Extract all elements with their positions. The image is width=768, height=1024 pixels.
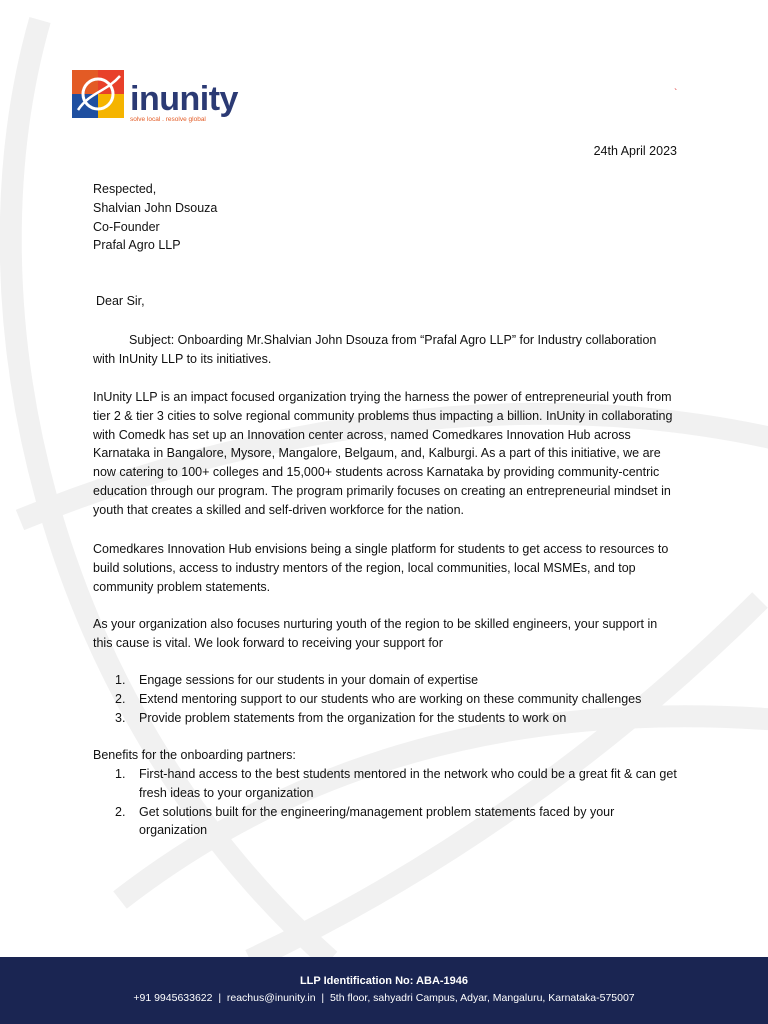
support-paragraph: As your organization also focuses nurturing youth of the region to be skilled engineers, your support in this cause is vital. We look forward to receiving your support for: [93, 617, 658, 650]
addressee-name: Shalvian John Dsouza: [93, 200, 218, 215]
addressee-company: Prafal Agro LLP: [93, 238, 181, 253]
list-item: 2. Get solutions built for the engineering/management problem statements faced by your organization: [115, 804, 615, 838]
benefits-heading: Benefits for the onboarding partners:: [93, 748, 296, 762]
logo-tagline: solve local . resolve global: [130, 116, 206, 123]
intro-paragraph: InUnity LLP is an impact focused organization trying the harness the power of entrepreneurial youth from tier 2 & tier 3 cities to solve regional community problems thus impacting a billion. InUnity in collaborating with Comedk has set up an Innovation center across, named Comedkares Innovation Hub across Karnataka in Bangalore, Mysore, Mangalore, Belgaum, and, Kalburgi. As a part of this initiative, we are now catering to 100+ colleges and 15,000+ students across Karnataka by providing community-centric education through our program. The program primarily focuses on creating an entrepreneurial mindset in youth that creates a skilled and self-driven workforce for the nation.: [93, 390, 673, 517]
list-item: 3. Provide problem statements from the organization for the students to work on: [115, 710, 567, 725]
letter-date: 24th April 2023: [593, 144, 677, 158]
benefits-list: [93, 765, 683, 840]
subject-line: Subject: Onboarding Mr.Shalvian John Dsouza from “Prafal Agro LLP” for Industry collaboration with InUnity LLP to its initiatives.: [93, 333, 657, 366]
stray-mark: `: [674, 88, 678, 99]
contact-details: +91 9945633622 | reachus@inunity.in | 5th floor, sahyadri Campus, Adyar, Mangaluru, Karnataka-575007: [133, 992, 635, 1004]
support-list: [93, 671, 678, 727]
addressee-title: Co-Founder: [93, 219, 160, 234]
company-logo: [72, 70, 262, 130]
list-item: 1. Engage sessions for our students in your domain of expertise: [115, 673, 479, 687]
hub-paragraph: Comedkares Innovation Hub envisions being a single platform for students to get access to resources to build solutions, access to industry mentors of the region, local communities, local MSMEs, and top community problem statements.: [93, 542, 669, 594]
greeting: Dear Sir,: [96, 294, 145, 308]
logo-mark-icon: [72, 70, 124, 118]
addressee-salutation: Respected,: [93, 182, 157, 196]
addressee-block: [93, 180, 678, 255]
logo-wordmark: inunity: [130, 80, 238, 118]
letterhead-footer: [0, 957, 768, 1024]
llp-identification: LLP Identification No: ABA-1946: [299, 975, 469, 987]
list-item: 1. First-hand access to the best students mentored in the network who could be a great fit & can get fresh ideas to your organization: [115, 767, 677, 800]
list-item: 2. Extend mentoring support to our students who are working on these community challenges: [115, 691, 642, 706]
